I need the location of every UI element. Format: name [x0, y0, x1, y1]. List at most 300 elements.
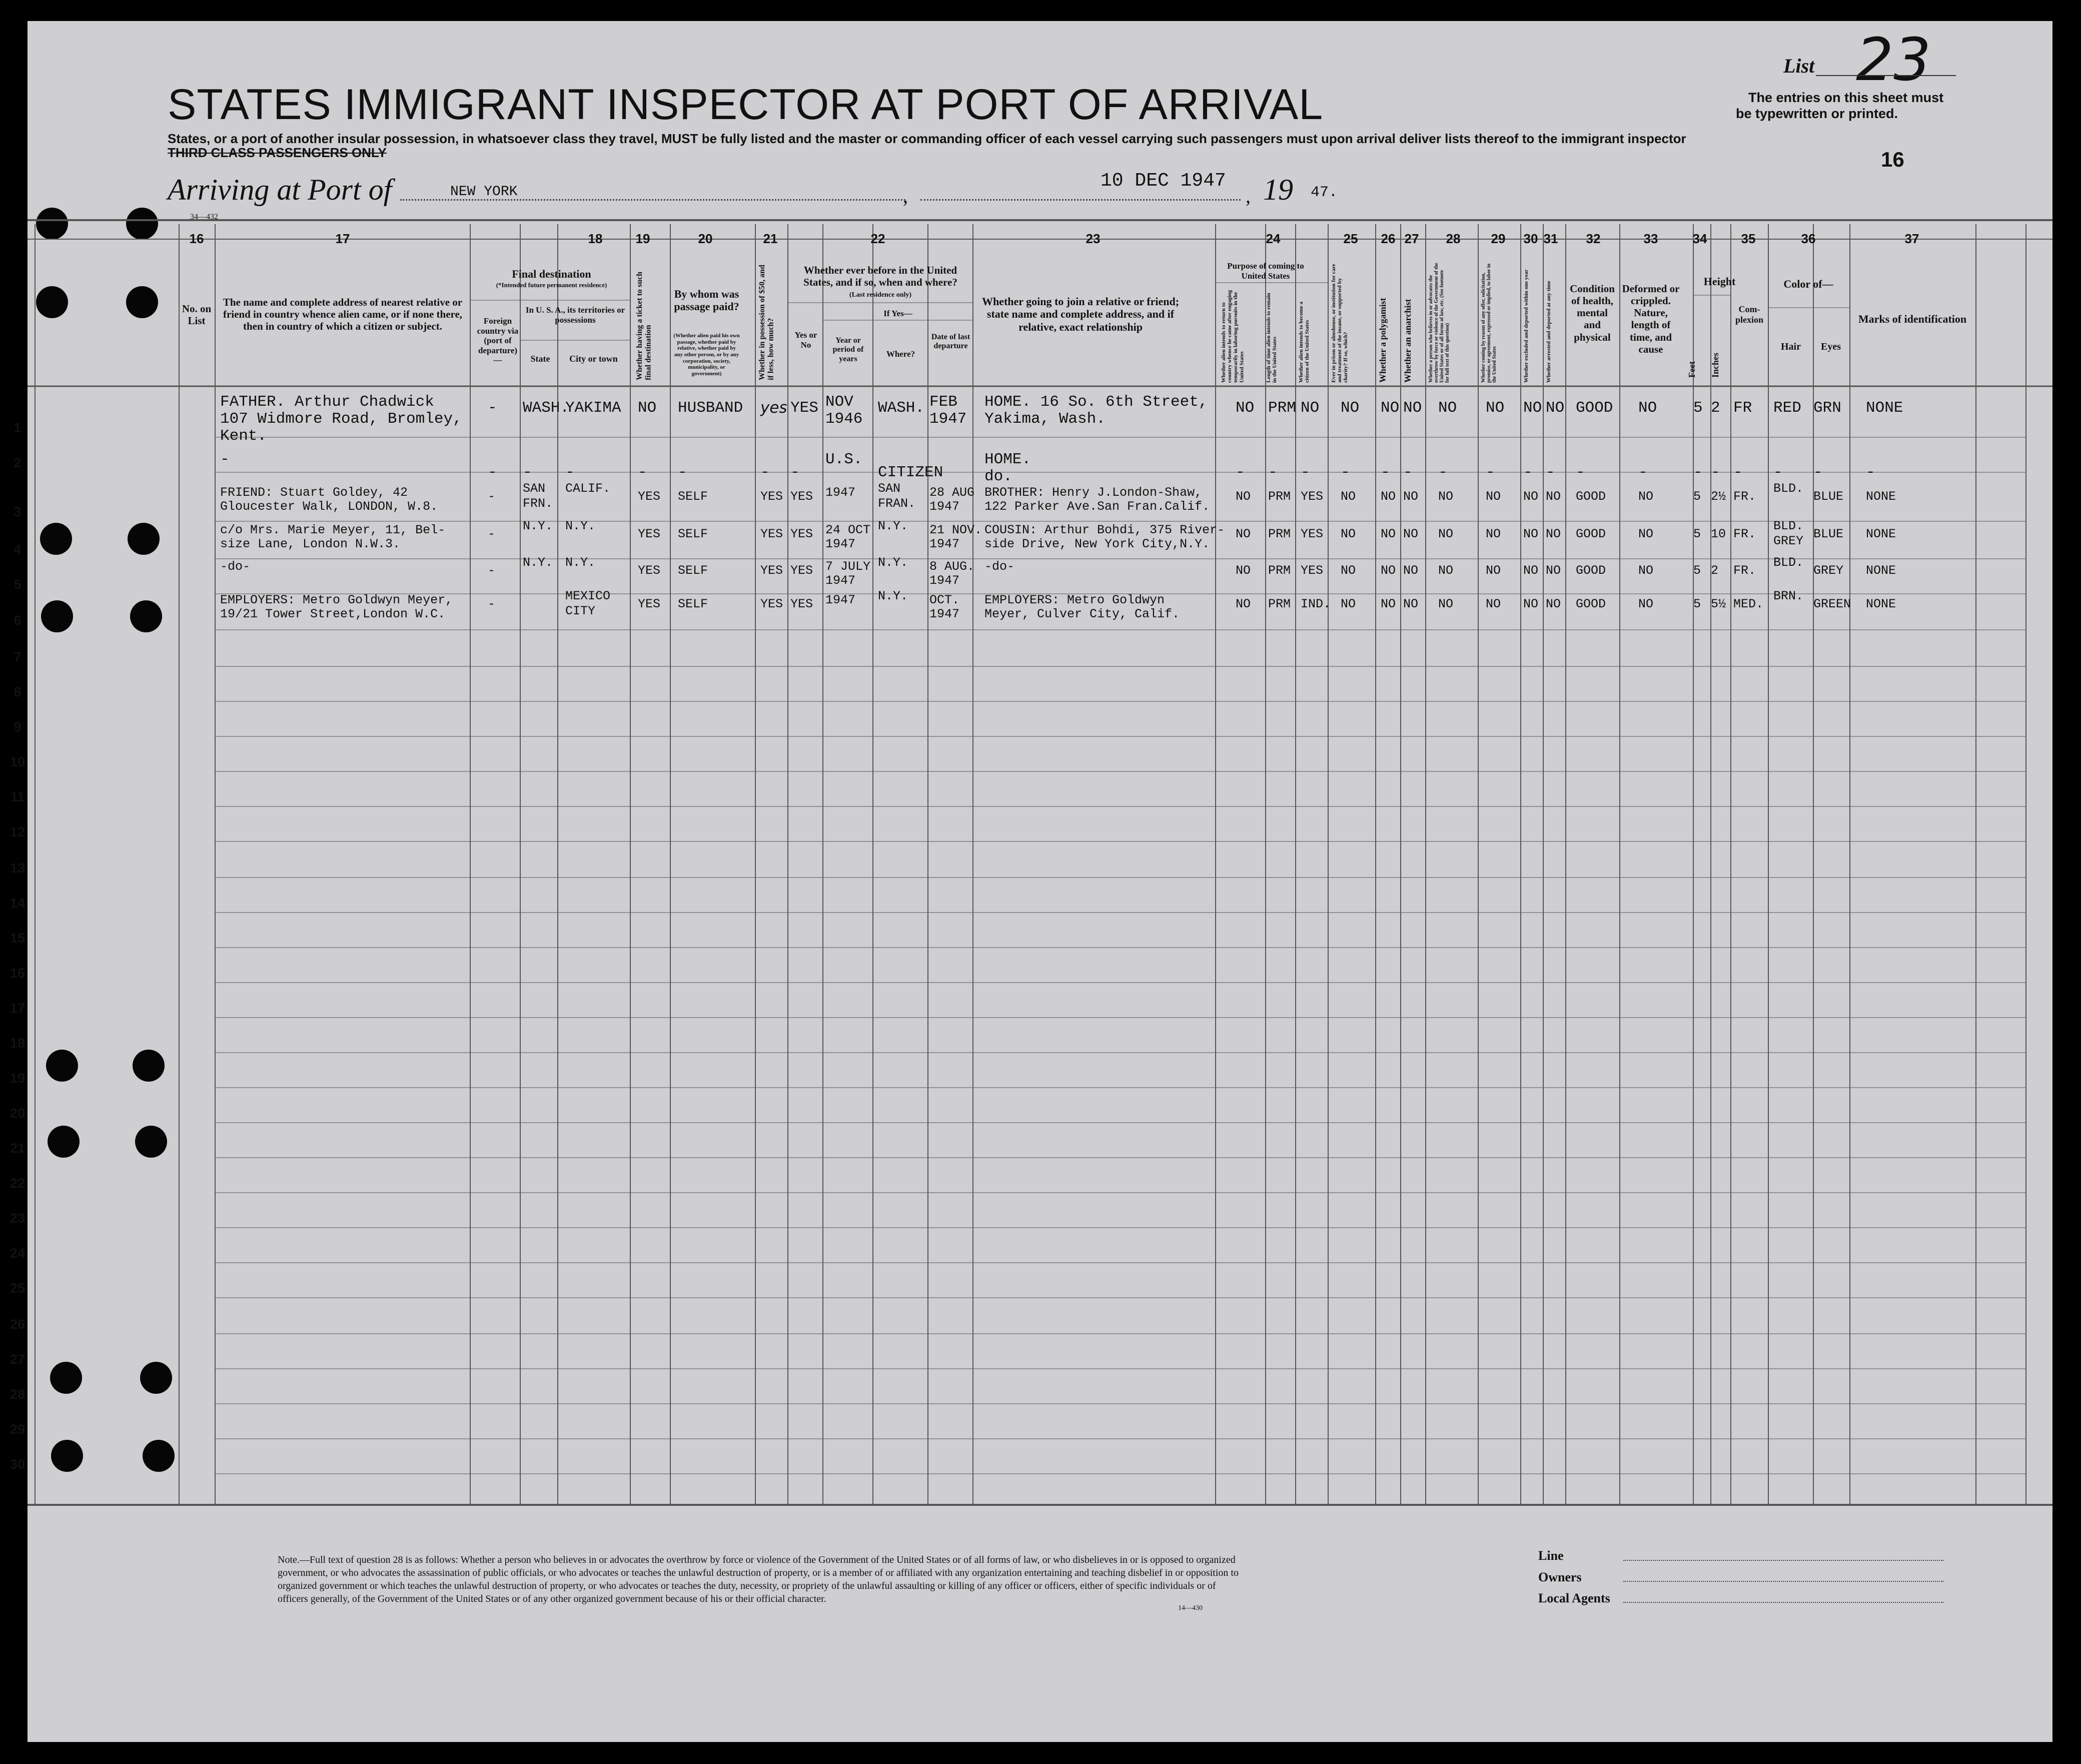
header-no-on-list: No. on List: [182, 303, 212, 327]
cell-date-departure: 1947: [929, 573, 960, 588]
cell-ticket: -: [638, 464, 647, 481]
cell-foreign-country: -: [488, 597, 496, 611]
column-number: 21: [763, 231, 778, 246]
cell-eyes: GRN: [1813, 399, 1841, 417]
cell-feet: 5: [1693, 527, 1701, 541]
header-col30: Whether excluded and deported within one year: [1523, 269, 1529, 383]
cell-joining: 122 Parker Ave.San Fran.Calif.: [984, 499, 1210, 514]
row-number: 22: [10, 1176, 26, 1191]
cell-col31: -: [1546, 464, 1555, 481]
row-number: 20: [10, 1106, 26, 1121]
header-passage-paid-note: (Whether alien paid his own passage, whether paid by relative, whether paid by any other person, or by any corporation, society, municipality, or government): [673, 333, 740, 377]
cell-col25: NO: [1341, 527, 1356, 541]
cell-col29: NO: [1486, 527, 1501, 541]
header-year-period: Year or period of years: [832, 336, 864, 363]
arrival-label: Arriving at Port of: [168, 173, 392, 206]
cell-inches: -: [1711, 464, 1720, 481]
cell-eyes: -: [1813, 464, 1823, 481]
cell-city: CALIF.: [565, 481, 611, 496]
cell-purpose-a: -: [1236, 464, 1245, 481]
cell-joining: do.: [984, 468, 1012, 485]
column-number: 31: [1543, 231, 1558, 246]
cell-col25: NO: [1341, 563, 1356, 578]
row-number: 15: [10, 931, 26, 946]
cell-ever-before: YES: [790, 399, 818, 417]
cell-col31: NO: [1546, 527, 1561, 541]
column-number: 35: [1741, 231, 1756, 246]
cell-complexion: -: [1733, 464, 1743, 481]
cell-col26: NO: [1381, 597, 1396, 611]
header-deformed: Deformed or crippled. Nature, length of time, and cause: [1622, 283, 1680, 355]
cell-purpose-b: PRM: [1268, 597, 1291, 611]
cell-ever-before: YES: [790, 563, 813, 578]
cell-feet: 5: [1693, 597, 1701, 611]
column-number: 18: [588, 231, 603, 246]
row-number: 5: [14, 577, 22, 592]
cell-eyes: GREEN: [1813, 597, 1851, 611]
cell-foreign-country: -: [488, 464, 497, 481]
cell-col26: NO: [1381, 489, 1396, 504]
cell-complexion: MED.: [1733, 597, 1764, 611]
sheet-number: 16: [1881, 148, 1904, 171]
cell-city: N.Y.: [565, 519, 596, 533]
cell-col26: NO: [1381, 399, 1400, 417]
cell-feet: 5: [1693, 489, 1701, 504]
footer-agents-label: Local Agents: [1538, 1591, 1610, 1605]
cell-deformed: NO: [1638, 527, 1654, 541]
cell-condition: GOOD: [1576, 399, 1613, 417]
cell-deformed: NO: [1638, 399, 1657, 417]
header-purpose-a: Whether alien intends to return to country whence he came after engaging temporarily in laboring pursuits in the United States: [1221, 290, 1245, 383]
cell-eyes: BLUE: [1813, 489, 1844, 504]
cell-marks: NONE: [1866, 597, 1896, 611]
cell-purpose-b: -: [1268, 464, 1278, 481]
cell-joining: EMPLOYERS: Metro Goldwyn: [984, 593, 1165, 607]
cell-purpose-c: IND.: [1301, 597, 1331, 611]
column-number: 32: [1586, 231, 1601, 246]
cell-where: N.Y.: [878, 519, 908, 533]
cell-col28: NO: [1438, 399, 1457, 417]
cell-col26: NO: [1381, 527, 1396, 541]
cell-col25: NO: [1341, 399, 1360, 417]
cell-col27: NO: [1403, 563, 1419, 578]
footer-agents-field: [1623, 1602, 1943, 1603]
cell-passage-paid: SELF: [678, 527, 708, 541]
cell-relative: Kent.: [220, 427, 267, 445]
cell-year-period: 1947: [825, 537, 856, 551]
cell-col28: NO: [1438, 527, 1454, 541]
cell-col27: -: [1403, 464, 1413, 481]
cell-date-departure: 1947: [929, 410, 967, 428]
column-number: 23: [1086, 231, 1101, 246]
cell-marks: NONE: [1866, 399, 1903, 417]
column-number: 19: [635, 231, 650, 246]
header-date-departure: Date of last departure: [931, 333, 970, 351]
cell-passage-paid: -: [678, 464, 687, 481]
cell-fifty-dollars: YES: [760, 489, 783, 504]
cell-col26: -: [1381, 464, 1390, 481]
cell-col28: NO: [1438, 563, 1454, 578]
cell-col30: NO: [1523, 527, 1539, 541]
cell-condition: GOOD: [1576, 489, 1606, 504]
cell-col30: NO: [1523, 489, 1539, 504]
cell-hair: BRN.: [1773, 589, 1804, 603]
cell-col28: -: [1438, 464, 1448, 481]
list-number: 23: [1856, 25, 1931, 94]
cell-date-departure: 28 AUG: [929, 485, 975, 500]
arrival-date: 10 DEC 1947: [1101, 170, 1226, 192]
cell-year-period: 1947: [825, 593, 856, 607]
cell-passage-paid: SELF: [678, 563, 708, 578]
row-number: 28: [10, 1387, 26, 1402]
cell-deformed: -: [1638, 464, 1648, 481]
comma-1: ,: [903, 185, 908, 207]
cell-relative: Gloucester Walk, LONDON, W.8.: [220, 499, 438, 514]
header-in-usa: In U. S. A., its territories or possessions: [525, 305, 625, 325]
row-number: 24: [10, 1246, 26, 1261]
column-number: 25: [1343, 231, 1358, 246]
cell-year-period: 24 OCT: [825, 523, 871, 537]
instructions-line-2: be typewritten or printed.: [1736, 106, 1898, 121]
cell-city: MEXICO CITY: [565, 589, 611, 618]
struck-passenger-class: THIRD CLASS PASSENGERS ONLY: [168, 145, 387, 160]
cell-col29: NO: [1486, 399, 1505, 417]
cell-col29: -: [1486, 464, 1495, 481]
row-number: 30: [10, 1457, 26, 1472]
cell-ticket: NO: [638, 399, 657, 417]
header-foreign-country: Foreign country via (port of departure)—: [477, 316, 519, 365]
cell-where: SAN FRAN.: [878, 481, 916, 511]
cell-col30: NO: [1523, 563, 1539, 578]
column-number: 29: [1491, 231, 1506, 246]
row-number: 11: [10, 789, 25, 804]
cell-purpose-a: NO: [1236, 489, 1251, 504]
cell-date-departure: FEB: [929, 393, 957, 411]
cell-fifty-dollars: yes: [760, 399, 787, 417]
cell-ticket: YES: [638, 527, 661, 541]
cell-passage-paid: SELF: [678, 597, 708, 611]
cell-year-period: NOV: [825, 393, 853, 411]
cell-ticket: YES: [638, 563, 661, 578]
cell-ticket: YES: [638, 597, 661, 611]
row-number: 7: [14, 649, 22, 664]
cell-passage-paid: HUSBAND: [678, 399, 743, 417]
footer-line-field: [1623, 1560, 1943, 1561]
header-feet: Feet: [1687, 361, 1697, 378]
cell-foreign-country: -: [488, 563, 496, 578]
cell-purpose-b: PRM: [1268, 489, 1291, 504]
row-number: 16: [10, 966, 26, 981]
cell-col25: NO: [1341, 597, 1356, 611]
column-number: 17: [335, 231, 350, 246]
cell-state: N.Y.: [523, 519, 553, 533]
cell-complexion: FR.: [1733, 489, 1756, 504]
cell-purpose-b: PRM: [1268, 399, 1296, 417]
column-number: 24: [1266, 231, 1281, 246]
cell-complexion: FR: [1733, 399, 1752, 417]
header-height: Height: [1703, 275, 1736, 288]
cell-purpose-c: YES: [1301, 489, 1324, 504]
header-col27: Whether an anarchist: [1403, 299, 1413, 383]
header-purpose: Purpose of coming to United States: [1227, 261, 1304, 281]
cell-foreign-country: -: [488, 527, 496, 541]
row-number: 17: [10, 1001, 26, 1016]
column-number: 16: [189, 231, 204, 246]
cell-relative: -: [220, 451, 230, 468]
cell-ever-before: YES: [790, 489, 813, 504]
row-number: 29: [10, 1422, 26, 1437]
header-col25: Ever in prison or almshouse, or institution for care and treatment of the insane, or supported by charity? If so, which?: [1331, 264, 1349, 383]
header-ticket: Whether having a ticket to such final destination: [635, 271, 653, 380]
cell-joining: HOME.: [984, 451, 1031, 468]
cell-col27: NO: [1403, 489, 1419, 504]
header-col31: Whether arrested and deported at any time: [1546, 281, 1552, 383]
cell-where: WASH.: [878, 399, 925, 417]
cell-joining: side Drive, New York City,N.Y.: [984, 537, 1210, 551]
header-col29: Whether coming by reason of any offer, solicitation, promise, or agreement, expressed or implied, to labor in the United States: [1481, 263, 1497, 383]
cell-col31: NO: [1546, 597, 1561, 611]
cell-purpose-a: NO: [1236, 597, 1251, 611]
cell-inches: 2: [1711, 399, 1720, 417]
row-number: 1: [14, 420, 22, 435]
cell-purpose-a: NO: [1236, 527, 1251, 541]
header-purpose-b: Length of time alien intends to remain in the United States: [1266, 293, 1278, 383]
cell-year-period: 1947: [825, 485, 856, 500]
header-state: State: [530, 354, 550, 364]
cell-date-departure: 21 NOV.: [929, 523, 982, 537]
cell-joining: Meyer, Culver City, Calif.: [984, 607, 1180, 621]
cell-col30: NO: [1523, 597, 1539, 611]
header-final-destination-note: (*Intended future permanent residence): [496, 281, 607, 289]
cell-marks: -: [1866, 464, 1875, 481]
column-number: 22: [870, 231, 885, 246]
cell-purpose-a: NO: [1236, 399, 1255, 417]
form-title: STATES IMMIGRANT INSPECTOR AT PORT OF ARRIVAL: [168, 81, 1324, 129]
cell-complexion: FR.: [1733, 563, 1756, 578]
row-number: 13: [10, 860, 26, 875]
cell-deformed: NO: [1638, 597, 1654, 611]
footnote-question-28: Note.—Full text of question 28 is as follows: Whether a person who believes in or advocates the overthrow by force or violence of the Government of the United States or of all forms of law, or who disbelieves in or is opposed to organized government, or who advocates the assassination of public officials, or who advocates or teaches the unlawful destruction of property, or is a member of or affiliated with any organization entertaining and teaching disbelief in or opposition to organized government or which teaches the unlawful destruction of property, or who advocates or teaches the duty, necessity, or propriety of the unlawful assaulting or killing of any officer or officers, either of specific individuals or of officers generally, of the Government of the United States or of any other organized government because of his or their official character.: [278, 1554, 1239, 1604]
header-complexion: Com- plexion: [1735, 304, 1763, 325]
cell-fifty-dollars: YES: [760, 597, 783, 611]
cell-city: -: [565, 464, 575, 481]
header-passage-paid: By whom was passage paid?: [674, 288, 739, 313]
header-hair: Hair: [1781, 341, 1801, 352]
cell-condition: GOOD: [1576, 563, 1606, 578]
header-last-residence-only: (Last residence only): [849, 291, 912, 299]
cell-col27: NO: [1403, 597, 1419, 611]
header-where: Where?: [886, 349, 915, 359]
cell-state: N.Y.: [523, 555, 553, 570]
cell-where: CITIZEN: [878, 464, 943, 481]
cell-col26: NO: [1381, 563, 1396, 578]
cell-foreign-country: -: [488, 489, 496, 504]
cell-purpose-c: YES: [1301, 563, 1324, 578]
cell-year-period: 1947: [825, 573, 856, 588]
cell-col27: NO: [1403, 527, 1419, 541]
header-final-destination: Final destination: [512, 268, 591, 280]
cell-state: SAN FRN.: [523, 481, 553, 511]
row-number: 9: [14, 719, 22, 734]
cell-hair: RED: [1773, 399, 1801, 417]
header-marks: Marks of identification: [1858, 313, 1967, 325]
row-number: 23: [10, 1211, 26, 1226]
cell-inches: 2½: [1711, 489, 1726, 504]
cell-joining: BROTHER: Henry J.London-Shaw,: [984, 485, 1203, 500]
cell-date-departure: OCT.: [929, 593, 960, 607]
cell-col28: NO: [1438, 489, 1454, 504]
footer-owners-field: [1623, 1581, 1943, 1582]
header-fifty-dollars: Whether in possession of $50, and if less, how much?: [758, 265, 775, 380]
cell-ticket: YES: [638, 489, 661, 504]
header-if-yes: If Yes—: [883, 309, 912, 318]
cell-joining: Yakima, Wash.: [984, 410, 1106, 428]
cell-eyes: GREY: [1813, 563, 1844, 578]
cell-purpose-c: -: [1301, 464, 1310, 481]
header-color-of: Color of—: [1783, 278, 1833, 290]
row-number: 21: [10, 1141, 26, 1156]
row-number: 4: [14, 542, 22, 557]
column-number: 20: [698, 231, 713, 246]
cell-relative: size Lane, London N.W.3.: [220, 537, 401, 551]
cell-deformed: NO: [1638, 489, 1654, 504]
cell-date-departure: 1947: [929, 537, 960, 551]
cell-city: N.Y.: [565, 555, 596, 570]
year-suffix: 47.: [1311, 184, 1338, 201]
cell-purpose-b: PRM: [1268, 563, 1291, 578]
row-number: 2: [14, 455, 22, 470]
cell-col27: NO: [1403, 399, 1422, 417]
cell-relative: FATHER. Arthur Chadwick: [220, 393, 434, 411]
cell-col29: NO: [1486, 597, 1501, 611]
header-joining: Whether going to join a relative or friend; state name and complete address, and if relative, exact relationship: [981, 295, 1180, 333]
cell-col30: -: [1523, 464, 1533, 481]
header-relative-abroad: The name and complete address of nearest relative or friend in country whence alien came, or if none there, then in country of which a citizen or subject.: [223, 296, 463, 333]
cell-year-period: 7 JULY: [825, 559, 871, 574]
row-number: 14: [10, 896, 26, 911]
form-number: 34—432: [190, 213, 218, 221]
cell-passage-paid: SELF: [678, 489, 708, 504]
cell-feet: -: [1693, 464, 1703, 481]
cell-hair: BLD.: [1773, 481, 1804, 496]
list-label: List: [1783, 55, 1815, 77]
header-city: City or town: [569, 354, 618, 364]
column-number: 33: [1643, 231, 1658, 246]
header-yes-no: Yes or No: [794, 330, 817, 350]
cell-marks: NONE: [1866, 489, 1896, 504]
cell-hair: BLD. GREY: [1773, 519, 1804, 548]
row-number: 3: [14, 504, 22, 519]
comma-2: ,: [1246, 185, 1251, 207]
cell-complexion: FR.: [1733, 527, 1756, 541]
row-number: 6: [14, 613, 22, 628]
cell-city: YAKIMA: [565, 399, 621, 417]
footer-form-code: 14—430: [1178, 1604, 1203, 1612]
cell-joining: COUSIN: Arthur Bohdi, 375 River-: [984, 523, 1225, 537]
cell-col28: NO: [1438, 597, 1454, 611]
row-number: 10: [10, 754, 26, 769]
cell-date-departure: 1947: [929, 607, 960, 621]
cell-ever-before: YES: [790, 597, 813, 611]
column-number: 26: [1381, 231, 1396, 246]
cell-purpose-a: NO: [1236, 563, 1251, 578]
column-number: 28: [1446, 231, 1461, 246]
cell-inches: 2: [1711, 563, 1719, 578]
header-col26: Whether a polygamist: [1378, 298, 1388, 383]
cell-fifty-dollars: YES: [760, 527, 783, 541]
cell-where: N.Y.: [878, 555, 908, 570]
arrival-port: NEW YORK: [450, 184, 518, 200]
cell-hair: -: [1773, 464, 1783, 481]
cell-purpose-c: NO: [1301, 399, 1320, 417]
cell-col31: NO: [1546, 489, 1561, 504]
cell-deformed: NO: [1638, 563, 1654, 578]
row-number: 18: [10, 1036, 26, 1051]
cell-condition: GOOD: [1576, 597, 1606, 611]
header-ever-before: Whether ever before in the United States, and if so, when and where?: [803, 264, 957, 289]
cell-ever-before: YES: [790, 527, 813, 541]
cell-condition: -: [1576, 464, 1585, 481]
row-number: 19: [10, 1071, 26, 1086]
cell-inches: 10: [1711, 527, 1726, 541]
cell-col25: NO: [1341, 489, 1356, 504]
cell-inches: 5½: [1711, 597, 1726, 611]
cell-relative: 107 Widmore Road, Bromley,: [220, 410, 462, 428]
cell-where: N.Y.: [878, 589, 908, 603]
cell-relative: EMPLOYERS: Metro Goldwyn Meyer,: [220, 593, 453, 607]
cell-ever-before: -: [790, 464, 800, 481]
cell-col25: -: [1341, 464, 1350, 481]
year-prefix: 19: [1263, 173, 1293, 206]
column-number: 34: [1692, 231, 1707, 246]
row-number: 12: [10, 824, 26, 839]
cell-relative: c/o Mrs. Marie Meyer, 11, Bel-: [220, 523, 446, 537]
cell-state: WASH.: [523, 399, 570, 417]
cell-fifty-dollars: -: [760, 464, 770, 481]
form-subtitle: States, or a port of another insular possession, in whatsoever class they travel, MUST be fully listed and the master or commanding officer of each vessel carrying such passengers must upon arrival deliver lists thereof to the immigrant inspector: [168, 131, 1686, 146]
row-number: 27: [10, 1352, 26, 1367]
cell-purpose-c: YES: [1301, 527, 1324, 541]
cell-foreign-country: -: [488, 399, 497, 417]
cell-fifty-dollars: YES: [760, 563, 783, 578]
cell-col30: NO: [1523, 399, 1542, 417]
cell-state: -: [523, 464, 532, 481]
header-condition: Condition of health, mental and physical: [1570, 283, 1615, 343]
cell-purpose-b: PRM: [1268, 527, 1291, 541]
cell-joining: HOME. 16 So. 6th Street,: [984, 393, 1208, 411]
cell-condition: GOOD: [1576, 527, 1606, 541]
column-number: 27: [1404, 231, 1419, 246]
column-number: 30: [1523, 231, 1538, 246]
header-inches: Inches: [1710, 352, 1720, 378]
cell-year-period: 1946: [825, 410, 863, 428]
header-eyes: Eyes: [1821, 341, 1841, 352]
cell-col29: NO: [1486, 489, 1501, 504]
column-number: 37: [1904, 231, 1919, 246]
cell-date-departure: 1947: [929, 499, 960, 514]
cell-date-departure: 8 AUG.: [929, 559, 975, 574]
cell-marks: NONE: [1866, 527, 1896, 541]
cell-marks: NONE: [1866, 563, 1896, 578]
row-number: 25: [10, 1281, 26, 1296]
row-number: 8: [14, 684, 22, 699]
footer-owners-label: Owners: [1538, 1570, 1582, 1584]
cell-relative: FRIEND: Stuart Goldey, 42: [220, 485, 408, 500]
column-number: 36: [1801, 231, 1816, 246]
header-col28: Whether a person who believes in or advocates the overthrow by force or violence of the Government of the United States or of all forms of law, etc. (See footnote for full text of this question): [1428, 263, 1450, 383]
header-purpose-c: Whether alien intends to become a citizen of the United States: [1298, 301, 1311, 383]
cell-joining: -do-: [984, 559, 1015, 574]
